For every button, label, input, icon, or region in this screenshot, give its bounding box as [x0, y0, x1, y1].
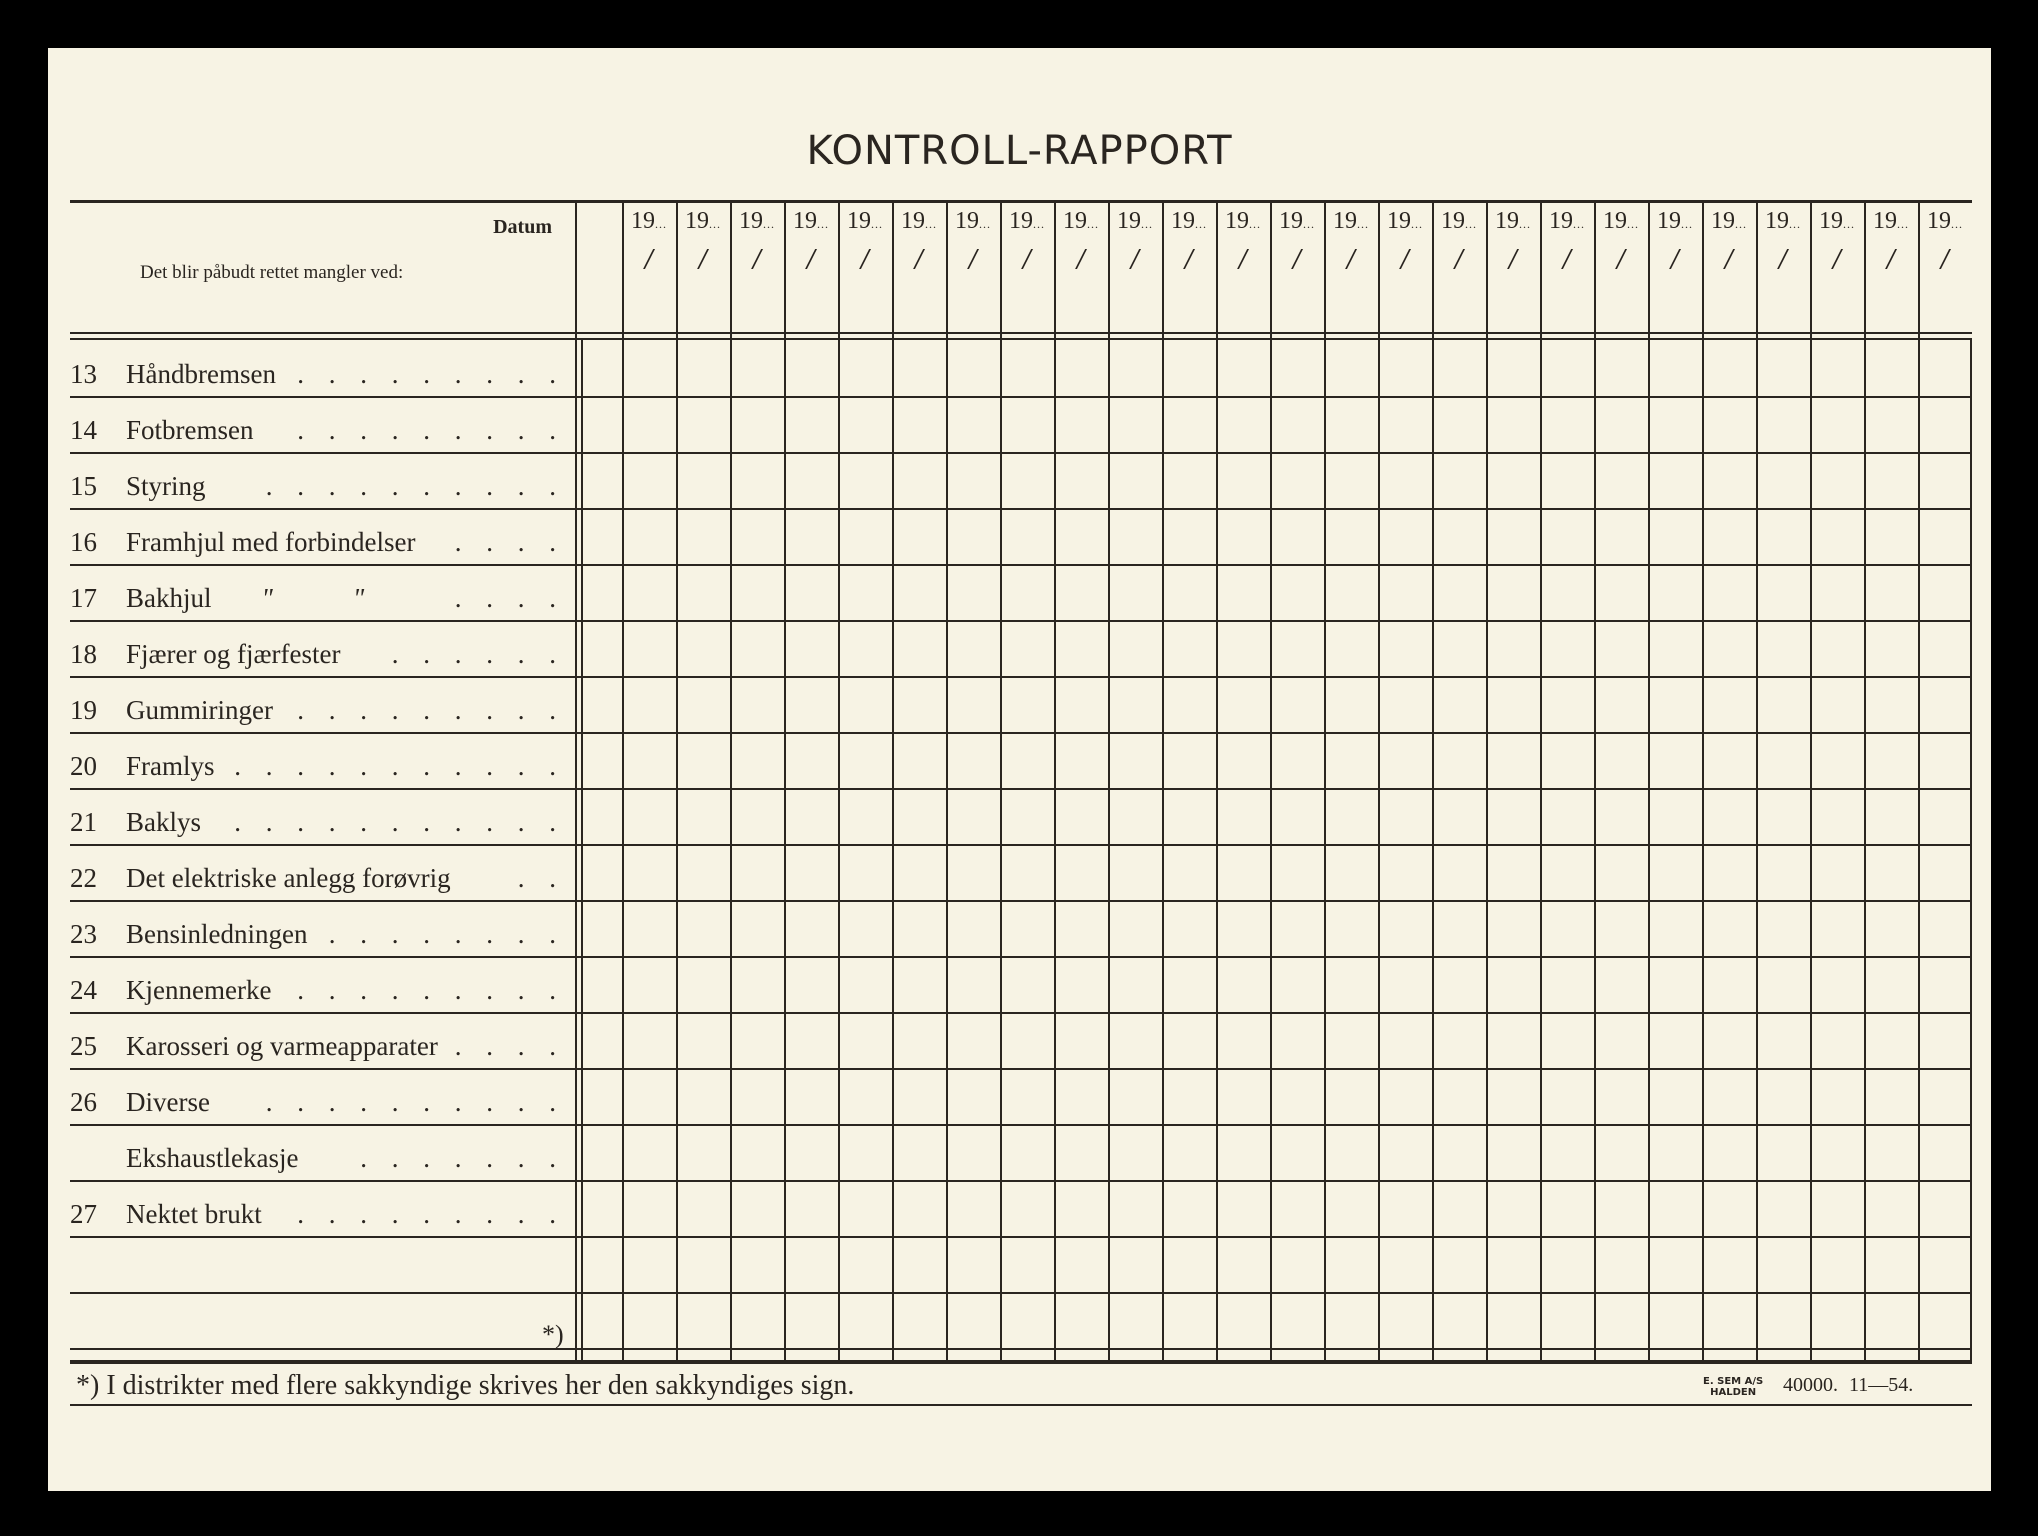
- date-column-header[interactable]: [1162, 208, 1216, 288]
- year-dots: ...: [817, 217, 829, 231]
- date-column-header[interactable]: [1810, 208, 1864, 288]
- inspection-row-label: [70, 1180, 575, 1234]
- date-column-header[interactable]: [1486, 208, 1540, 288]
- row-number: 26: [70, 1087, 97, 1117]
- row-text: [126, 1199, 262, 1230]
- row-label-text: Kjennemerke: [126, 975, 272, 1005]
- date-slash: /: [914, 245, 924, 273]
- row-number: 17: [70, 583, 97, 613]
- row-label-text: Framhjul med forbindelser: [126, 527, 416, 557]
- date-year: [1702, 208, 1756, 235]
- print-code: 40000. 11—54.: [1783, 1374, 1914, 1396]
- date-column-header[interactable]: [622, 208, 676, 288]
- leader-dots: . . . . . . . . . . .: [234, 751, 565, 781]
- grid-column-line: [1378, 200, 1380, 1360]
- date-year: [838, 208, 892, 235]
- grid-row-line: [70, 1404, 1972, 1406]
- inspection-row-label: [70, 788, 575, 842]
- grid-column-line: [1970, 340, 1972, 1360]
- grid-row-line: [70, 620, 1972, 622]
- date-slash: /: [1238, 245, 1248, 273]
- year-dots: ...: [1303, 217, 1315, 231]
- date-year: [1216, 208, 1270, 235]
- year-prefix: 19: [1549, 208, 1573, 234]
- inspection-row-label: [70, 508, 575, 562]
- date-slash: /: [1670, 245, 1680, 273]
- inspection-row-label: [70, 676, 575, 730]
- leader-dots: . . . .: [454, 1031, 565, 1061]
- year-prefix: 19: [1657, 208, 1681, 234]
- year-prefix: 19: [631, 208, 655, 234]
- row-text: [126, 695, 273, 726]
- printer-city: HALDEN: [1710, 1387, 1757, 1398]
- label-divider-line: [581, 340, 583, 1360]
- date-year: [1108, 208, 1162, 235]
- leader-dots: . . . . . . . .: [328, 919, 565, 949]
- bottom-rule: [70, 1360, 1972, 1364]
- grid-column-line: [730, 200, 732, 1360]
- row-text: [126, 807, 201, 838]
- date-column-header[interactable]: [1000, 208, 1054, 288]
- leader-dots: . . . . . . .: [360, 1143, 565, 1173]
- date-slash: /: [1454, 245, 1464, 273]
- date-column-header[interactable]: [1540, 208, 1594, 288]
- row-label-text: Styring: [126, 471, 206, 501]
- year-prefix: 19: [1009, 208, 1033, 234]
- grid-column-line: [1324, 200, 1326, 1360]
- date-column-header[interactable]: [892, 208, 946, 288]
- leader-dots: . . . . . . . . . .: [265, 471, 565, 501]
- year-prefix: 19: [1387, 208, 1411, 234]
- datum-label: Datum: [493, 216, 552, 238]
- row-number: 20: [70, 751, 97, 781]
- date-column-header[interactable]: [1702, 208, 1756, 288]
- grid-row-line: [70, 732, 1972, 734]
- year-prefix: 19: [955, 208, 979, 234]
- year-dots: ...: [709, 217, 721, 231]
- year-prefix: 19: [901, 208, 925, 234]
- date-slash: /: [1562, 245, 1572, 273]
- leader-dots: . . . . . . . . .: [297, 975, 565, 1005]
- date-slash: /: [1400, 245, 1410, 273]
- row-label-text: Fotbremsen: [126, 415, 254, 445]
- year-dots: ...: [1627, 217, 1639, 231]
- row-number: 22: [70, 863, 97, 893]
- date-slash: /: [1292, 245, 1302, 273]
- year-prefix: 19: [1495, 208, 1519, 234]
- date-slash: /: [1022, 245, 1032, 273]
- year-dots: ...: [1897, 217, 1909, 231]
- date-year: [1486, 208, 1540, 235]
- row-text: [126, 863, 451, 894]
- date-slash: /: [1886, 245, 1896, 273]
- date-year: [676, 208, 730, 235]
- date-column-header[interactable]: [1216, 208, 1270, 288]
- year-prefix: 19: [1927, 208, 1951, 234]
- date-column-header[interactable]: [1864, 208, 1918, 288]
- top-rule: [70, 200, 1972, 203]
- grid-row-line: [70, 844, 1972, 846]
- row-text: [126, 1031, 438, 1062]
- printer-name: E. SEM A/S: [1703, 1376, 1764, 1387]
- grid-row-line: [70, 900, 1972, 902]
- row-label-text: Diverse: [126, 1087, 210, 1117]
- grid-column-line: [1216, 200, 1218, 1360]
- inspection-row-label: [70, 732, 575, 786]
- date-year: [784, 208, 838, 235]
- date-year: [730, 208, 784, 235]
- row-label-text: Bensinledningen: [126, 919, 308, 949]
- leader-dots: . . . . . . . . .: [297, 1199, 565, 1229]
- year-prefix: 19: [1711, 208, 1735, 234]
- leader-dots: . . . . . . . . . .: [265, 1087, 565, 1117]
- date-year: [1324, 208, 1378, 235]
- row-label-text: Karosseri og varmeapparater: [126, 1031, 438, 1061]
- inspection-row-label: [70, 564, 575, 618]
- grid-row-line: [70, 564, 1972, 566]
- grid-row-line: [70, 1236, 1972, 1238]
- row-number: 13: [70, 359, 97, 389]
- year-prefix: 19: [1441, 208, 1465, 234]
- grid-column-line: [1648, 200, 1650, 1360]
- grid-column-line: [622, 200, 624, 1360]
- grid-row-line: [70, 1012, 1972, 1014]
- year-dots: ...: [1411, 217, 1423, 231]
- grid-row-line: [70, 956, 1972, 958]
- date-column-header[interactable]: [1054, 208, 1108, 288]
- row-text: [126, 471, 206, 502]
- date-year: [1918, 208, 1972, 235]
- date-slash: /: [1076, 245, 1086, 273]
- year-prefix: 19: [847, 208, 871, 234]
- date-year: [1000, 208, 1054, 235]
- date-year: [1756, 208, 1810, 235]
- date-year: [1864, 208, 1918, 235]
- date-year: [1378, 208, 1432, 235]
- leader-dots: . . . .: [454, 527, 565, 557]
- inspection-row-label: [70, 452, 575, 506]
- grid-row-line: [70, 676, 1972, 678]
- leader-dots: . .: [517, 863, 565, 893]
- row-label-text: Ekshaustlekasje: [126, 1143, 299, 1173]
- row-number: 19: [70, 695, 97, 725]
- date-column-header[interactable]: [1108, 208, 1162, 288]
- leader-dots: . . . . . . . . .: [297, 695, 565, 725]
- grid-column-line: [1432, 200, 1434, 1360]
- year-dots: ...: [1465, 217, 1477, 231]
- header-rule-1: [70, 332, 1972, 334]
- year-prefix: 19: [1279, 208, 1303, 234]
- year-prefix: 19: [1225, 208, 1249, 234]
- date-slash: /: [1940, 245, 1950, 273]
- inspection-row-label: [70, 1012, 575, 1066]
- year-dots: ...: [1681, 217, 1693, 231]
- grid-column-line: [838, 200, 840, 1360]
- leader-dots: . . . . . . . . .: [297, 415, 565, 445]
- inspection-row-label: [70, 1124, 575, 1178]
- row-number: 14: [70, 415, 97, 445]
- grid-row-line: [70, 1292, 1972, 1294]
- year-dots: ...: [1843, 217, 1855, 231]
- date-slash: /: [1346, 245, 1356, 273]
- row-text: [126, 415, 254, 446]
- ditto-mark: ": [261, 583, 273, 613]
- year-dots: ...: [763, 217, 775, 231]
- date-slash: /: [752, 245, 762, 273]
- year-prefix: 19: [1765, 208, 1789, 234]
- grid-row-line: [70, 508, 1972, 510]
- header-note: Det blir påbudt rettet mangler ved:: [140, 262, 404, 283]
- date-column-header[interactable]: [1918, 208, 1972, 288]
- date-slash: /: [1184, 245, 1194, 273]
- printer-mark: [1703, 1376, 1763, 1398]
- row-label-text: Fjærer og fjærfester: [126, 639, 341, 669]
- row-label-text: Nektet brukt: [126, 1199, 262, 1229]
- date-slash: /: [1724, 245, 1734, 273]
- grid-row-line: [70, 1124, 1972, 1126]
- date-column-header[interactable]: [1324, 208, 1378, 288]
- grid-column-line: [1540, 200, 1542, 1360]
- year-dots: ...: [979, 217, 991, 231]
- row-number: 21: [70, 807, 97, 837]
- grid-column-line: [1918, 200, 1920, 1360]
- grid-column-line: [1702, 200, 1704, 1360]
- inspection-row-label: [70, 1068, 575, 1122]
- row-text: [126, 1143, 298, 1174]
- grid-row-line: [70, 1068, 1972, 1070]
- report-card: [48, 48, 1991, 1491]
- row-label-text: Bakhjul: [126, 583, 212, 613]
- date-column-header[interactable]: [1378, 208, 1432, 288]
- date-year: [1540, 208, 1594, 235]
- year-prefix: 19: [685, 208, 709, 234]
- inspection-row-label: [70, 844, 575, 898]
- year-dots: ...: [1573, 217, 1585, 231]
- date-column-header[interactable]: [1648, 208, 1702, 288]
- row-label-text: Framlys: [126, 751, 215, 781]
- grid-column-line: [1486, 200, 1488, 1360]
- date-year: [1054, 208, 1108, 235]
- grid-column-line: [1756, 200, 1758, 1360]
- year-prefix: 19: [1171, 208, 1195, 234]
- grid-row-line: [70, 396, 1972, 398]
- grid-column-line: [676, 200, 678, 1360]
- row-text: [126, 639, 340, 670]
- date-slash: /: [1130, 245, 1140, 273]
- date-slash: /: [1832, 245, 1842, 273]
- year-dots: ...: [1249, 217, 1261, 231]
- year-dots: ...: [925, 217, 937, 231]
- date-column-header[interactable]: [946, 208, 1000, 288]
- date-year: [1594, 208, 1648, 235]
- date-slash: /: [968, 245, 978, 273]
- row-number: 24: [70, 975, 97, 1005]
- inspection-row-label: [70, 340, 575, 394]
- year-dots: ...: [1357, 217, 1369, 231]
- date-slash: /: [1508, 245, 1518, 273]
- year-prefix: 19: [793, 208, 817, 234]
- date-slash: /: [698, 245, 708, 273]
- row-label-text: Det elektriske anlegg forøvrig: [126, 863, 451, 893]
- year-dots: ...: [1195, 217, 1207, 231]
- year-prefix: 19: [1873, 208, 1897, 234]
- grid-column-line: [892, 200, 894, 1360]
- row-label-text: Gummiringer: [126, 695, 273, 725]
- year-dots: ...: [1087, 217, 1099, 231]
- year-dots: ...: [1033, 217, 1045, 231]
- year-dots: ...: [1519, 217, 1531, 231]
- row-text: [126, 359, 276, 390]
- row-text: [126, 751, 215, 782]
- date-column-header[interactable]: [1756, 208, 1810, 288]
- grid-column-line: [1594, 200, 1596, 1360]
- year-dots: ...: [871, 217, 883, 231]
- grid-column-line: [1000, 200, 1002, 1360]
- leader-dots: . . . . . . . . .: [297, 359, 565, 389]
- date-column-header[interactable]: [1432, 208, 1486, 288]
- page-title: KONTROLL-RAPPORT: [806, 128, 1233, 174]
- date-year: [1162, 208, 1216, 235]
- date-year: [1432, 208, 1486, 235]
- year-prefix: 19: [1063, 208, 1087, 234]
- grid-column-line: [784, 200, 786, 1360]
- grid-column-line: [1108, 200, 1110, 1360]
- row-number: 27: [70, 1199, 97, 1229]
- date-column-header[interactable]: [676, 208, 730, 288]
- year-prefix: 19: [1819, 208, 1843, 234]
- ditto-mark: ": [352, 583, 365, 613]
- row-text: [126, 583, 364, 614]
- date-column-header[interactable]: [1270, 208, 1324, 288]
- row-number: 25: [70, 1031, 97, 1061]
- date-slash: /: [1778, 245, 1788, 273]
- date-year: [946, 208, 1000, 235]
- grid-column-line: [1810, 200, 1812, 1360]
- date-slash: /: [1616, 245, 1626, 273]
- inspection-row-label: [70, 620, 575, 674]
- date-column-header[interactable]: [784, 208, 838, 288]
- date-column-header[interactable]: [730, 208, 784, 288]
- row-text: [126, 975, 271, 1006]
- label-divider-line: [575, 200, 577, 1360]
- grid-column-line: [946, 200, 948, 1360]
- inspection-row-label: [70, 956, 575, 1010]
- leader-dots: . . . . . .: [391, 639, 565, 669]
- row-text: [126, 919, 307, 950]
- date-slash: /: [806, 245, 816, 273]
- grid-row-line: [70, 1180, 1972, 1182]
- grid-column-line: [1162, 200, 1164, 1360]
- row-text: [126, 1087, 210, 1118]
- date-column-header[interactable]: [1594, 208, 1648, 288]
- grid-row-line: [70, 788, 1972, 790]
- inspection-form: [70, 200, 1972, 1364]
- row-text: [126, 527, 415, 558]
- date-year: [1270, 208, 1324, 235]
- year-dots: ...: [1789, 217, 1801, 231]
- row-label-text: Baklys: [126, 807, 202, 837]
- year-prefix: 19: [1333, 208, 1357, 234]
- year-prefix: 19: [1603, 208, 1627, 234]
- row-number: 15: [70, 471, 97, 501]
- grid-column-line: [1054, 200, 1056, 1360]
- leader-dots: . . . . . . . . . . .: [234, 807, 565, 837]
- year-dots: ...: [1141, 217, 1153, 231]
- grid-row-line: [70, 1348, 1972, 1350]
- date-year: [892, 208, 946, 235]
- year-dots: ...: [1735, 217, 1747, 231]
- row-label-text: Håndbremsen: [126, 359, 276, 389]
- date-column-header[interactable]: [838, 208, 892, 288]
- inspection-row-label: [70, 396, 575, 450]
- year-prefix: 19: [739, 208, 763, 234]
- leader-dots: . . . .: [454, 583, 565, 613]
- year-prefix: 19: [1117, 208, 1141, 234]
- inspection-row-label: [70, 900, 575, 954]
- footnote: *) I distrikter med flere sakkyndige skrives her den sakkyndiges sign.: [76, 1370, 855, 1401]
- grid-column-line: [1864, 200, 1866, 1360]
- row-number: 18: [70, 639, 97, 669]
- date-slash: /: [644, 245, 654, 273]
- year-dots: ...: [655, 217, 667, 231]
- year-dots: ...: [1951, 217, 1963, 231]
- grid-column-line: [1270, 200, 1272, 1360]
- row-number: 16: [70, 527, 97, 557]
- date-year: [1810, 208, 1864, 235]
- date-slash: /: [860, 245, 870, 273]
- date-year: [622, 208, 676, 235]
- date-year: [1648, 208, 1702, 235]
- grid-row-line: [70, 452, 1972, 454]
- row-number: 23: [70, 919, 97, 949]
- signature-mark: *): [542, 1320, 564, 1349]
